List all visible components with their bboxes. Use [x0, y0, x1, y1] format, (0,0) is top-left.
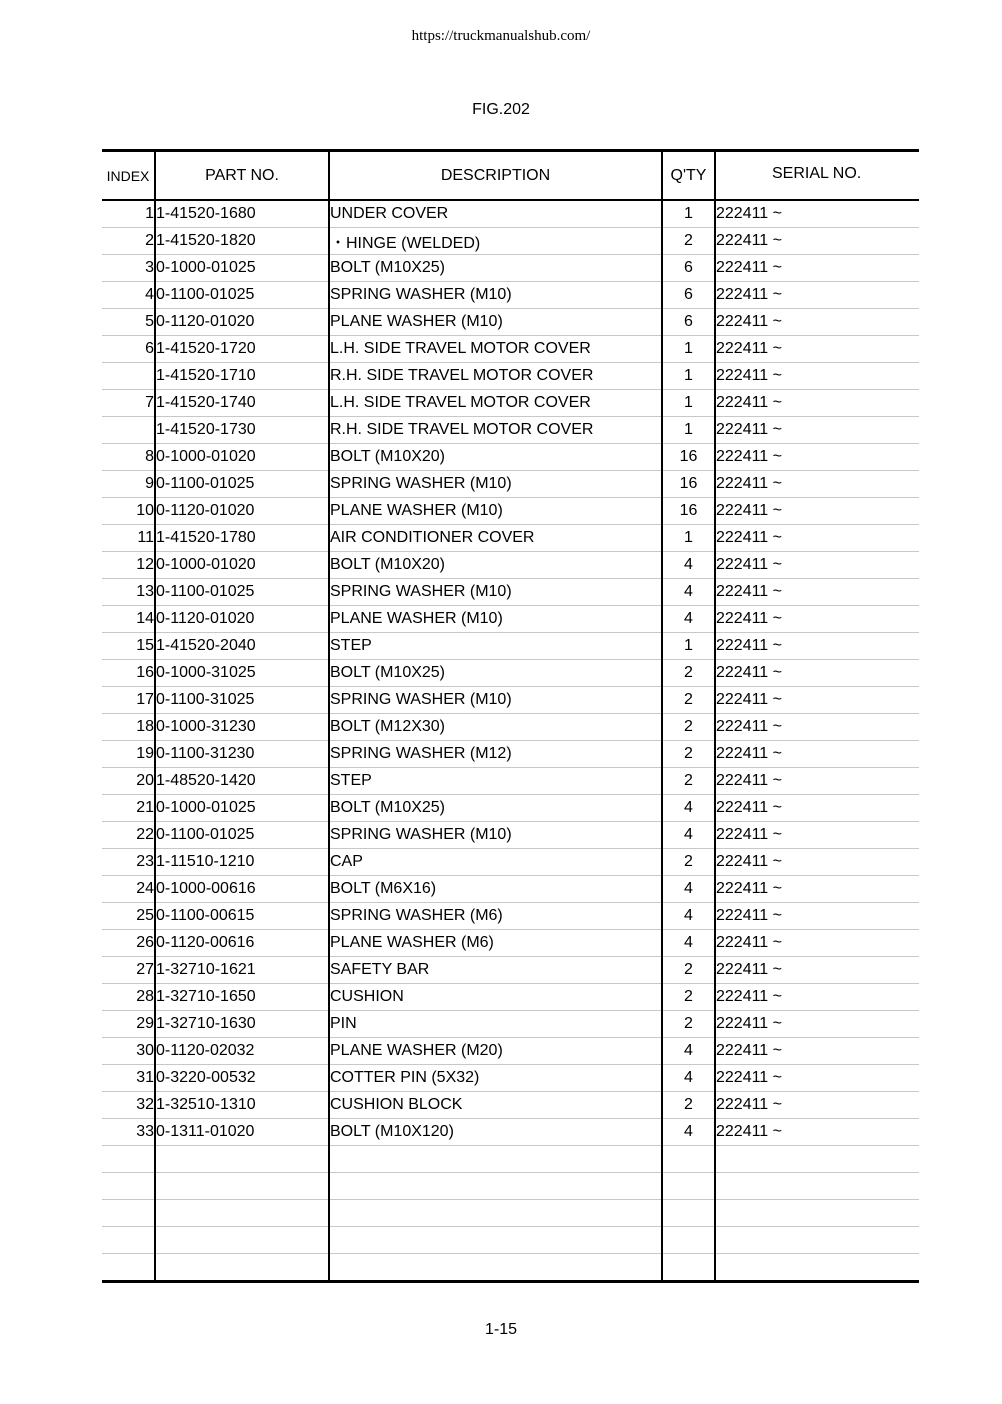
- row-index: 24: [102, 876, 155, 903]
- row-index: 3: [102, 255, 155, 282]
- row-index: 17: [102, 687, 155, 714]
- row-qty: 4: [662, 579, 715, 606]
- row-description: R.H. SIDE TRAVEL MOTOR COVER: [329, 363, 662, 390]
- row-description: COTTER PIN (5X32): [329, 1065, 662, 1092]
- row-serial-no: 222411 ~: [715, 309, 919, 336]
- row-description: CUSHION: [329, 984, 662, 1011]
- row-index: 6: [102, 336, 155, 363]
- row-index: 33: [102, 1119, 155, 1146]
- row-index: [102, 417, 155, 444]
- row-serial-no: 222411 ~: [715, 930, 919, 957]
- row-description: L.H. SIDE TRAVEL MOTOR COVER: [329, 390, 662, 417]
- row-part-no: 0-1100-31025: [155, 687, 329, 714]
- row-description: BOLT (M10X25): [329, 660, 662, 687]
- table-row: [102, 633, 919, 660]
- empty-cell: [102, 1200, 155, 1227]
- row-part-no: 1-41520-2040: [155, 633, 329, 660]
- row-serial-no: 222411 ~: [715, 1011, 919, 1038]
- row-description: SPRING WASHER (M10): [329, 471, 662, 498]
- row-serial-no: 222411 ~: [715, 552, 919, 579]
- row-description: SPRING WASHER (M12): [329, 741, 662, 768]
- table-row: [102, 822, 919, 849]
- empty-row: [102, 1146, 919, 1173]
- row-description: CUSHION BLOCK: [329, 1092, 662, 1119]
- row-description: STEP: [329, 633, 662, 660]
- row-part-no: 1-11510-1210: [155, 849, 329, 876]
- row-part-no: 1-32710-1630: [155, 1011, 329, 1038]
- header-part-no: PART NO.: [155, 151, 329, 201]
- row-description: PLANE WASHER (M10): [329, 498, 662, 525]
- source-url: https://truckmanualshub.com/: [411, 28, 591, 44]
- table-row: [102, 957, 919, 984]
- row-description: AIR CONDITIONER COVER: [329, 525, 662, 552]
- row-qty: 1: [662, 200, 715, 228]
- table-header-row: [102, 151, 919, 201]
- row-qty: 6: [662, 282, 715, 309]
- row-description: BOLT (M6X16): [329, 876, 662, 903]
- empty-cell: [102, 1254, 155, 1282]
- table-row: [102, 1092, 919, 1119]
- row-serial-no: 222411 ~: [715, 633, 919, 660]
- table-row: [102, 579, 919, 606]
- header-index: INDEX: [102, 151, 155, 201]
- row-serial-no: 222411 ~: [715, 984, 919, 1011]
- row-description: BOLT (M10X20): [329, 444, 662, 471]
- empty-cell: [715, 1254, 919, 1282]
- row-qty: 1: [662, 417, 715, 444]
- row-serial-no: 222411 ~: [715, 200, 919, 228]
- row-description: BOLT (M10X120): [329, 1119, 662, 1146]
- row-description: BOLT (M10X25): [329, 795, 662, 822]
- row-qty: 2: [662, 1011, 715, 1038]
- row-qty: 2: [662, 768, 715, 795]
- row-description: CAP: [329, 849, 662, 876]
- table-row: [102, 390, 919, 417]
- row-part-no: 0-1100-00615: [155, 903, 329, 930]
- row-serial-no: 222411 ~: [715, 957, 919, 984]
- table-row: [102, 660, 919, 687]
- empty-cell: [662, 1200, 715, 1227]
- header-description: DESCRIPTION: [329, 151, 662, 201]
- row-qty: 1: [662, 525, 715, 552]
- row-description: UNDER COVER: [329, 200, 662, 228]
- table-row: [102, 930, 919, 957]
- row-serial-no: 222411 ~: [715, 822, 919, 849]
- row-serial-no: 222411 ~: [715, 390, 919, 417]
- empty-cell: [329, 1173, 662, 1200]
- row-part-no: 0-1000-00616: [155, 876, 329, 903]
- row-qty: 2: [662, 1092, 715, 1119]
- row-part-no: 0-1000-31230: [155, 714, 329, 741]
- row-index: 13: [102, 579, 155, 606]
- table-row: [102, 552, 919, 579]
- row-part-no: 1-48520-1420: [155, 768, 329, 795]
- table-row: [102, 606, 919, 633]
- row-index: 21: [102, 795, 155, 822]
- empty-cell: [155, 1146, 329, 1173]
- row-qty: 4: [662, 1065, 715, 1092]
- row-part-no: 1-32510-1310: [155, 1092, 329, 1119]
- row-part-no: 1-41520-1730: [155, 417, 329, 444]
- row-index: 5: [102, 309, 155, 336]
- row-index: 26: [102, 930, 155, 957]
- row-serial-no: 222411 ~: [715, 795, 919, 822]
- row-serial-no: 222411 ~: [715, 525, 919, 552]
- row-description: SPRING WASHER (M10): [329, 687, 662, 714]
- row-qty: 2: [662, 984, 715, 1011]
- row-part-no: 0-1000-01025: [155, 795, 329, 822]
- row-qty: 2: [662, 741, 715, 768]
- row-part-no: 0-1120-02032: [155, 1038, 329, 1065]
- row-serial-no: 222411 ~: [715, 228, 919, 255]
- row-description: STEP: [329, 768, 662, 795]
- empty-cell: [715, 1227, 919, 1254]
- empty-cell: [102, 1227, 155, 1254]
- row-serial-no: 222411 ~: [715, 417, 919, 444]
- row-part-no: 0-1000-01025: [155, 255, 329, 282]
- row-qty: 16: [662, 471, 715, 498]
- row-serial-no: 222411 ~: [715, 363, 919, 390]
- empty-cell: [102, 1173, 155, 1200]
- table-row: [102, 741, 919, 768]
- row-qty: 4: [662, 606, 715, 633]
- row-qty: 1: [662, 363, 715, 390]
- row-description: PLANE WASHER (M10): [329, 309, 662, 336]
- row-index: 31: [102, 1065, 155, 1092]
- empty-row: [102, 1173, 919, 1200]
- row-part-no: 0-1100-01025: [155, 579, 329, 606]
- header-qty: Q'TY: [662, 151, 715, 201]
- table-row: [102, 498, 919, 525]
- empty-cell: [715, 1146, 919, 1173]
- row-index: 2: [102, 228, 155, 255]
- table-row: [102, 309, 919, 336]
- table-row: [102, 525, 919, 552]
- row-part-no: 1-41520-1780: [155, 525, 329, 552]
- table-row: [102, 984, 919, 1011]
- row-part-no: 0-1100-01025: [155, 822, 329, 849]
- empty-cell: [102, 1146, 155, 1173]
- row-qty: 4: [662, 903, 715, 930]
- row-description: SPRING WASHER (M10): [329, 282, 662, 309]
- empty-cell: [329, 1146, 662, 1173]
- table-row: [102, 363, 919, 390]
- row-index: 29: [102, 1011, 155, 1038]
- row-index: [102, 363, 155, 390]
- empty-cell: [662, 1254, 715, 1282]
- row-serial-no: 222411 ~: [715, 687, 919, 714]
- row-part-no: 1-32710-1621: [155, 957, 329, 984]
- row-index: 16: [102, 660, 155, 687]
- row-index: 7: [102, 390, 155, 417]
- row-description: PLANE WASHER (M10): [329, 606, 662, 633]
- row-qty: 16: [662, 498, 715, 525]
- row-index: 22: [102, 822, 155, 849]
- row-serial-no: 222411 ~: [715, 1119, 919, 1146]
- empty-cell: [662, 1173, 715, 1200]
- row-description: SAFETY BAR: [329, 957, 662, 984]
- row-index: 15: [102, 633, 155, 660]
- row-qty: 2: [662, 228, 715, 255]
- row-index: 8: [102, 444, 155, 471]
- row-part-no: 0-1100-31230: [155, 741, 329, 768]
- empty-cell: [715, 1173, 919, 1200]
- row-qty: 1: [662, 633, 715, 660]
- page-number: 1-15: [484, 1321, 518, 1338]
- table-row: [102, 903, 919, 930]
- empty-cell: [715, 1200, 919, 1227]
- row-serial-no: 222411 ~: [715, 1065, 919, 1092]
- row-index: 30: [102, 1038, 155, 1065]
- empty-cell: [155, 1227, 329, 1254]
- row-qty: 4: [662, 930, 715, 957]
- row-index: 27: [102, 957, 155, 984]
- empty-cell: [329, 1254, 662, 1282]
- row-qty: 2: [662, 687, 715, 714]
- empty-row: [102, 1227, 919, 1254]
- row-index: 19: [102, 741, 155, 768]
- row-description: R.H. SIDE TRAVEL MOTOR COVER: [329, 417, 662, 444]
- row-qty: 2: [662, 660, 715, 687]
- table-row: [102, 228, 919, 255]
- row-serial-no: 222411 ~: [715, 255, 919, 282]
- row-qty: 4: [662, 822, 715, 849]
- header-serial-no: SERIAL NO.: [715, 151, 919, 201]
- row-index: 25: [102, 903, 155, 930]
- row-part-no: 0-1000-31025: [155, 660, 329, 687]
- row-index: 14: [102, 606, 155, 633]
- row-index: 9: [102, 471, 155, 498]
- figure-title: FIG.202: [472, 101, 530, 118]
- row-qty: 4: [662, 1119, 715, 1146]
- row-index: 10: [102, 498, 155, 525]
- row-description: SPRING WASHER (M10): [329, 579, 662, 606]
- row-description: L.H. SIDE TRAVEL MOTOR COVER: [329, 336, 662, 363]
- row-part-no: 0-1311-01020: [155, 1119, 329, 1146]
- row-index: 12: [102, 552, 155, 579]
- row-description: SPRING WASHER (M6): [329, 903, 662, 930]
- row-serial-no: 222411 ~: [715, 660, 919, 687]
- table-row: [102, 1038, 919, 1065]
- row-index: 28: [102, 984, 155, 1011]
- row-serial-no: 222411 ~: [715, 471, 919, 498]
- empty-cell: [155, 1254, 329, 1282]
- row-qty: 4: [662, 1038, 715, 1065]
- row-serial-no: 222411 ~: [715, 444, 919, 471]
- table-row: [102, 714, 919, 741]
- row-index: 32: [102, 1092, 155, 1119]
- row-description: BOLT (M10X20): [329, 552, 662, 579]
- row-qty: 1: [662, 336, 715, 363]
- table-row: [102, 336, 919, 363]
- table-row: [102, 255, 919, 282]
- row-description: PLANE WASHER (M6): [329, 930, 662, 957]
- empty-row: [102, 1200, 919, 1227]
- row-qty: 6: [662, 255, 715, 282]
- table-row: [102, 687, 919, 714]
- empty-cell: [662, 1227, 715, 1254]
- row-index: 20: [102, 768, 155, 795]
- row-index: 23: [102, 849, 155, 876]
- row-serial-no: 222411 ~: [715, 849, 919, 876]
- row-serial-no: 222411 ~: [715, 579, 919, 606]
- row-part-no: 0-3220-00532: [155, 1065, 329, 1092]
- row-description: SPRING WASHER (M10): [329, 822, 662, 849]
- table-row: [102, 200, 919, 228]
- row-part-no: 0-1120-01020: [155, 606, 329, 633]
- row-index: 18: [102, 714, 155, 741]
- row-qty: 4: [662, 552, 715, 579]
- row-part-no: 1-41520-1680: [155, 200, 329, 228]
- row-qty: 2: [662, 957, 715, 984]
- table-row: [102, 417, 919, 444]
- row-serial-no: 222411 ~: [715, 1038, 919, 1065]
- table-row: [102, 849, 919, 876]
- row-serial-no: 222411 ~: [715, 768, 919, 795]
- row-part-no: 1-41520-1710: [155, 363, 329, 390]
- row-serial-no: 222411 ~: [715, 606, 919, 633]
- table-row: [102, 282, 919, 309]
- row-qty: 1: [662, 390, 715, 417]
- row-description: PLANE WASHER (M20): [329, 1038, 662, 1065]
- table-body: [102, 200, 919, 1282]
- table-row: [102, 1119, 919, 1146]
- row-description: ・HINGE (WELDED): [329, 228, 662, 255]
- row-part-no: 0-1120-01020: [155, 498, 329, 525]
- table-row: [102, 444, 919, 471]
- row-qty: 16: [662, 444, 715, 471]
- row-description: BOLT (M12X30): [329, 714, 662, 741]
- row-part-no: 0-1120-01020: [155, 309, 329, 336]
- row-description: BOLT (M10X25): [329, 255, 662, 282]
- empty-row: [102, 1254, 919, 1282]
- row-serial-no: 222411 ~: [715, 741, 919, 768]
- row-qty: 2: [662, 849, 715, 876]
- row-serial-no: 222411 ~: [715, 1092, 919, 1119]
- empty-cell: [662, 1146, 715, 1173]
- row-part-no: 1-41520-1820: [155, 228, 329, 255]
- row-qty: 6: [662, 309, 715, 336]
- row-qty: 2: [662, 714, 715, 741]
- row-serial-no: 222411 ~: [715, 903, 919, 930]
- row-part-no: 0-1000-01020: [155, 444, 329, 471]
- row-index: 11: [102, 525, 155, 552]
- row-part-no: 1-41520-1720: [155, 336, 329, 363]
- empty-cell: [155, 1173, 329, 1200]
- table-row: [102, 768, 919, 795]
- row-serial-no: 222411 ~: [715, 498, 919, 525]
- parts-table: [102, 149, 919, 1283]
- row-part-no: 0-1100-01025: [155, 282, 329, 309]
- row-serial-no: 222411 ~: [715, 282, 919, 309]
- row-part-no: 0-1100-01025: [155, 471, 329, 498]
- row-index: 1: [102, 200, 155, 228]
- table-row: [102, 1065, 919, 1092]
- row-qty: 4: [662, 795, 715, 822]
- row-index: 4: [102, 282, 155, 309]
- row-description: PIN: [329, 1011, 662, 1038]
- empty-cell: [155, 1200, 329, 1227]
- row-serial-no: 222411 ~: [715, 876, 919, 903]
- empty-cell: [329, 1200, 662, 1227]
- row-part-no: 0-1000-01020: [155, 552, 329, 579]
- row-part-no: 1-41520-1740: [155, 390, 329, 417]
- row-part-no: 0-1120-00616: [155, 930, 329, 957]
- row-part-no: 1-32710-1650: [155, 984, 329, 1011]
- row-qty: 4: [662, 876, 715, 903]
- table-row: [102, 1011, 919, 1038]
- empty-cell: [329, 1227, 662, 1254]
- table-row: [102, 876, 919, 903]
- table-row: [102, 795, 919, 822]
- table-row: [102, 471, 919, 498]
- row-serial-no: 222411 ~: [715, 714, 919, 741]
- row-serial-no: 222411 ~: [715, 336, 919, 363]
